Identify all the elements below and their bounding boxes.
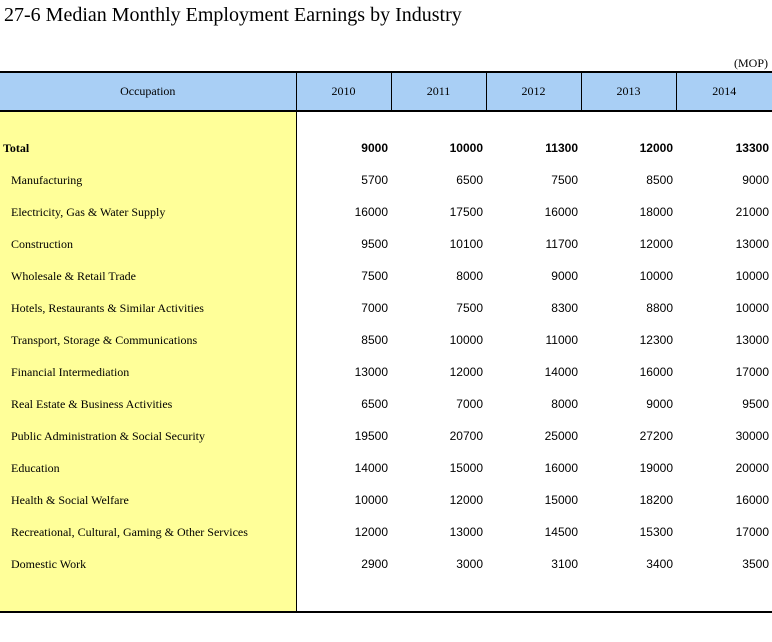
value-cell: 16000	[639, 365, 673, 379]
value-cell: 10000	[735, 269, 769, 283]
table-row	[0, 324, 772, 356]
table-row	[0, 228, 772, 260]
value-cell: 6500	[361, 397, 388, 411]
spacer-label-cell	[0, 580, 296, 612]
table-row	[0, 356, 772, 388]
table-row	[0, 292, 772, 324]
spacer-cell	[296, 580, 391, 612]
value-cell: 9500	[742, 397, 769, 411]
value-cell: 10000	[449, 141, 483, 155]
column-header-year: 2014	[676, 72, 772, 111]
value-cell: 17500	[449, 205, 483, 219]
value-cell: 7000	[361, 301, 388, 315]
value-cell: 10100	[449, 237, 483, 251]
spacer-cell	[676, 580, 772, 612]
value-cell: 13000	[735, 237, 769, 251]
value-cell: 9500	[361, 237, 388, 251]
table-row	[0, 260, 772, 292]
value-cell: 27200	[639, 429, 673, 443]
value-cell: 3000	[456, 557, 483, 571]
table-row	[0, 516, 772, 548]
spacer-cell	[391, 580, 486, 612]
value-cell: 8500	[361, 333, 388, 347]
earnings-table-container	[0, 71, 772, 613]
spacer-cell	[296, 111, 391, 132]
spacer-cell	[581, 580, 676, 612]
value-cell: 18000	[639, 205, 673, 219]
spacer-label-cell	[0, 111, 296, 132]
industry-label: Domestic Work	[0, 548, 296, 580]
value-cell: 10000	[449, 333, 483, 347]
value-cell: 30000	[735, 429, 769, 443]
table-row	[0, 196, 772, 228]
value-cell: 7500	[551, 173, 578, 187]
value-cell: 8300	[551, 301, 578, 315]
industry-label: Financial Intermediation	[0, 356, 296, 388]
value-cell: 10000	[639, 269, 673, 283]
value-cell: 11000	[545, 333, 578, 347]
value-cell: 16000	[735, 493, 769, 507]
value-cell: 15000	[544, 493, 578, 507]
value-cell: 9000	[646, 397, 673, 411]
value-cell: 2900	[361, 557, 388, 571]
value-cell: 9000	[551, 269, 578, 283]
page-title: 27-6 Median Monthly Employment Earnings by Industry	[4, 4, 462, 26]
value-cell: 5700	[361, 173, 388, 187]
earnings-table	[0, 71, 772, 613]
industry-label: Public Administration & Social Security	[0, 420, 296, 452]
value-cell: 14000	[544, 365, 578, 379]
value-cell: 13000	[735, 333, 769, 347]
value-cell: 15300	[639, 525, 673, 539]
spacer-row	[0, 111, 772, 132]
spacer-cell	[676, 111, 772, 132]
value-cell: 16000	[544, 461, 578, 475]
value-cell: 14500	[544, 525, 578, 539]
table-body	[0, 111, 772, 612]
spacer-cell	[486, 580, 581, 612]
column-header-year: 2013	[581, 72, 676, 111]
table-row	[0, 484, 772, 516]
industry-label: Hotels, Restaurants & Similar Activities	[0, 292, 296, 324]
value-cell: 13000	[449, 525, 483, 539]
industry-label: Education	[0, 452, 296, 484]
spacer-cell	[486, 111, 581, 132]
value-cell: 3100	[551, 557, 578, 571]
value-cell: 8800	[646, 301, 673, 315]
value-cell: 12000	[449, 493, 483, 507]
value-cell: 21000	[735, 205, 769, 219]
total-row	[0, 132, 772, 164]
table-row	[0, 548, 772, 580]
value-cell: 12000	[354, 525, 388, 539]
value-cell: 12300	[639, 333, 673, 347]
value-cell: 8500	[646, 173, 673, 187]
value-cell: 20700	[449, 429, 483, 443]
industry-label: Transport, Storage & Communications	[0, 324, 296, 356]
value-cell: 9000	[361, 141, 388, 155]
value-cell: 8000	[456, 269, 483, 283]
value-cell: 7500	[456, 301, 483, 315]
industry-label: Recreational, Cultural, Gaming & Other Services	[0, 516, 296, 548]
value-cell: 6500	[456, 173, 483, 187]
value-cell: 16000	[354, 205, 388, 219]
value-cell: 19000	[639, 461, 673, 475]
value-cell: 13000	[354, 365, 388, 379]
value-cell: 17000	[735, 365, 769, 379]
value-cell: 10000	[354, 493, 388, 507]
industry-label: Real Estate & Business Activities	[0, 388, 296, 420]
spacer-cell	[581, 111, 676, 132]
column-header-year: 2012	[486, 72, 581, 111]
value-cell: 18200	[639, 493, 673, 507]
header-row	[0, 72, 772, 111]
column-header-year: 2010	[296, 72, 391, 111]
value-cell: 12000	[639, 237, 673, 251]
value-cell: 3500	[742, 557, 769, 571]
value-cell: 12000	[639, 141, 673, 155]
industry-label: Manufacturing	[0, 164, 296, 196]
value-cell: 20000	[735, 461, 769, 475]
column-header-occupation: Occupation	[0, 72, 296, 111]
value-cell: 15000	[449, 461, 483, 475]
value-cell: 10000	[735, 301, 769, 315]
value-cell: 7500	[361, 269, 388, 283]
value-cell: 19500	[354, 429, 388, 443]
value-cell: 7000	[456, 397, 483, 411]
industry-label: Electricity, Gas & Water Supply	[0, 196, 296, 228]
value-cell: 14000	[354, 461, 388, 475]
spacer-cell	[391, 111, 486, 132]
value-cell: 11700	[545, 237, 578, 251]
table-row	[0, 452, 772, 484]
value-cell: 3400	[646, 557, 673, 571]
value-cell: 16000	[544, 205, 578, 219]
spacer-row	[0, 580, 772, 612]
industry-label: Total	[0, 132, 296, 164]
industry-label: Health & Social Welfare	[0, 484, 296, 516]
table-row	[0, 388, 772, 420]
value-cell: 12000	[449, 365, 483, 379]
column-header-year: 2011	[391, 72, 486, 111]
unit-label: (MOP)	[733, 56, 768, 70]
industry-label: Construction	[0, 228, 296, 260]
value-cell: 11300	[545, 141, 578, 155]
value-cell: 8000	[551, 397, 578, 411]
value-cell: 13300	[735, 141, 769, 155]
value-cell: 9000	[742, 173, 769, 187]
table-row	[0, 420, 772, 452]
value-cell: 25000	[544, 429, 578, 443]
value-cell: 17000	[735, 525, 769, 539]
table-row	[0, 164, 772, 196]
industry-label: Wholesale & Retail Trade	[0, 260, 296, 292]
